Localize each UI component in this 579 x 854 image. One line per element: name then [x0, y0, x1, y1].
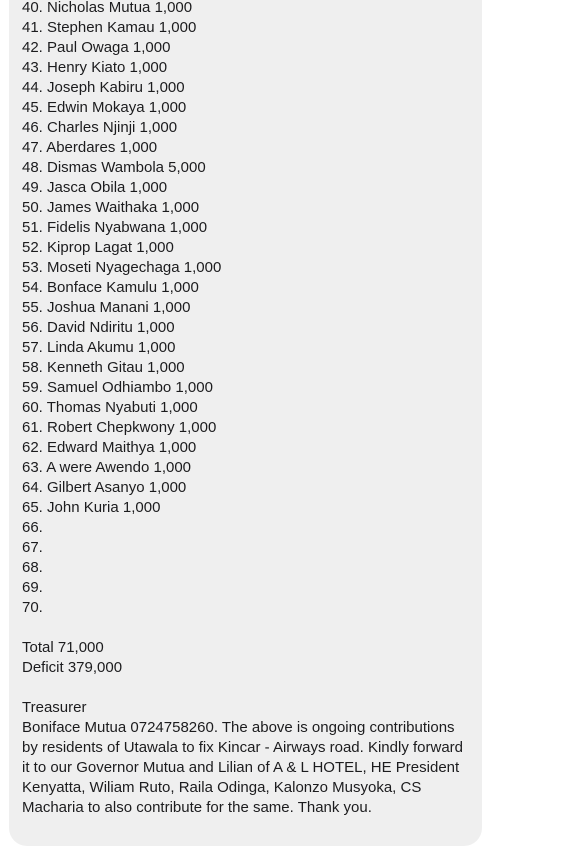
list-item: 69.: [22, 579, 43, 596]
list-item: 41. Stephen Kamau 1,000: [22, 19, 197, 36]
list-item: 64. Gilbert Asanyo 1,000: [22, 479, 187, 496]
list-item: 50. James Waithaka 1,000: [22, 199, 200, 216]
list-item: 67.: [22, 539, 43, 556]
list-item: 60. Thomas Nyabuti 1,000: [22, 399, 198, 416]
total-amount: Total 71,000: [22, 639, 104, 656]
list-item: 48. Dismas Wambola 5,000: [22, 159, 206, 176]
list-item: 68.: [22, 559, 43, 576]
list-item: 57. Linda Akumu 1,000: [22, 339, 176, 356]
message-bubble[interactable]: [9, 0, 482, 846]
list-item: 53. Moseti Nyagechaga 1,000: [22, 259, 222, 276]
list-item: 49. Jasca Obila 1,000: [22, 179, 168, 196]
list-item: 54. Bonface Kamulu 1,000: [22, 279, 199, 296]
list-item: 62. Edward Maithya 1,000: [22, 439, 197, 456]
list-item: 66.: [22, 519, 43, 536]
spacer: [22, 678, 474, 698]
deficit-amount: Deficit 379,000: [22, 659, 123, 676]
list-item: 52. Kiprop Lagat 1,000: [22, 239, 174, 256]
list-item: 59. Samuel Odhiambo 1,000: [22, 379, 213, 396]
list-item: 45. Edwin Mokaya 1,000: [22, 99, 187, 116]
list-item: 43. Henry Kiato 1,000: [22, 59, 168, 76]
treasurer-note: Boniface Mutua 0724758260. The above is ongoing contributions by residents of Utawala to fix Kincar - Airways road. Kindly forward it to our Governor Mutua and Lilian of A & L HOTEL, HE President Kenyatta, Wiliam Ruto, Raila Odinga, Kalonzo Musyoka, CS Macharia to also contribute for the same. Thank you.: [22, 719, 464, 816]
list-item: 51. Fidelis Nyabwana 1,000: [22, 219, 208, 236]
list-item: 63. A were Awendo 1,000: [22, 459, 192, 476]
list-item: 65. John Kuria 1,000: [22, 499, 161, 516]
list-item: 56. David Ndiritu 1,000: [22, 319, 175, 336]
message-text: [22, 0, 474, 818]
list-item: 46. Charles Njinji 1,000: [22, 119, 178, 136]
list-item: 42. Paul Owaga 1,000: [22, 39, 171, 56]
list-item: 58. Kenneth Gitau 1,000: [22, 359, 185, 376]
list-item: 55. Joshua Manani 1,000: [22, 299, 191, 316]
list-item: 47. Aberdares 1,000: [22, 139, 158, 156]
contribution-list: [22, 0, 474, 618]
list-item: 61. Robert Chepkwony 1,000: [22, 419, 217, 436]
list-item: 44. Joseph Kabiru 1,000: [22, 79, 185, 96]
list-item: 70.: [22, 599, 43, 616]
spacer: [22, 618, 474, 638]
treasurer-heading: Treasurer: [22, 699, 87, 716]
list-item: 40. Nicholas Mutua 1,000: [22, 0, 193, 16]
